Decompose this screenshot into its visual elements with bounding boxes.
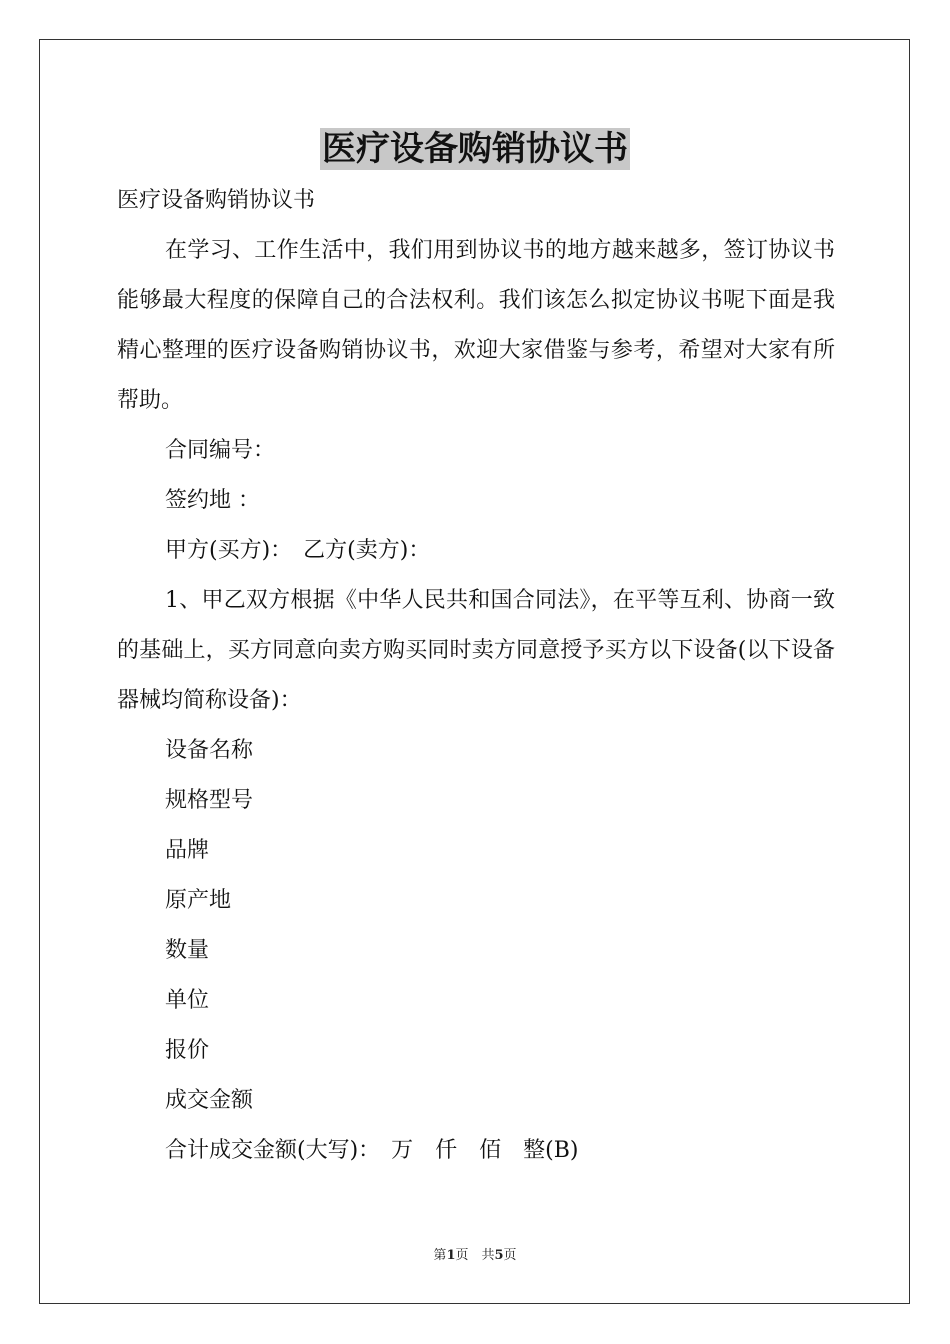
list-item: 品牌 [165,838,210,863]
document-title: 医疗设备购销协议书 [322,129,628,169]
document-subtitle: 医疗设备购销协议书 [117,188,316,213]
list-item: 成交金额 [165,1088,254,1113]
page-current: 1 [446,1248,456,1263]
clause-1-paragraph: 1、甲乙双方根据《中华人民共和国合同法》，在平等互利、协商一致的基础上，买方同意向卖方购买同时卖方同意授予买方以下设备(以下设备器械均简称设备)： [117,588,835,713]
page-prefix: 第 [433,1248,447,1263]
page-footer [0,1246,950,1266]
list-item: 设备名称 [165,738,254,763]
signing-place-line: 签约地 ： [165,488,260,513]
list-item: 原产地 [165,888,232,913]
page-suffix: 页 [503,1248,517,1263]
list-item: 报价 [165,1038,210,1063]
list-item: 单位 [165,988,210,1013]
contract-number-line: 合同编号： [165,438,276,463]
list-item: 数量 [165,938,210,963]
page-total: 5 [494,1248,504,1263]
title-wrap [0,128,950,170]
page-mid: 页 共 [455,1248,495,1263]
intro-paragraph: 在学习、工作生活中，我们用到协议书的地方越来越多，签订协议书能够最大程度的保障自己的合法权利。我们该怎么拟定协议书呢下面是我精心整理的医疗设备购销协议书，欢迎大家借鉴与参考，希望对大家有所帮助。 [117,238,835,413]
list-item: 规格型号 [165,788,254,813]
parties-line: 甲方(买方)： 乙方(卖方)： [165,538,431,563]
total-amount-line: 合计成交金额(大写)： 万 仟 佰 整(B) [165,1138,579,1163]
document-body [117,176,835,1176]
